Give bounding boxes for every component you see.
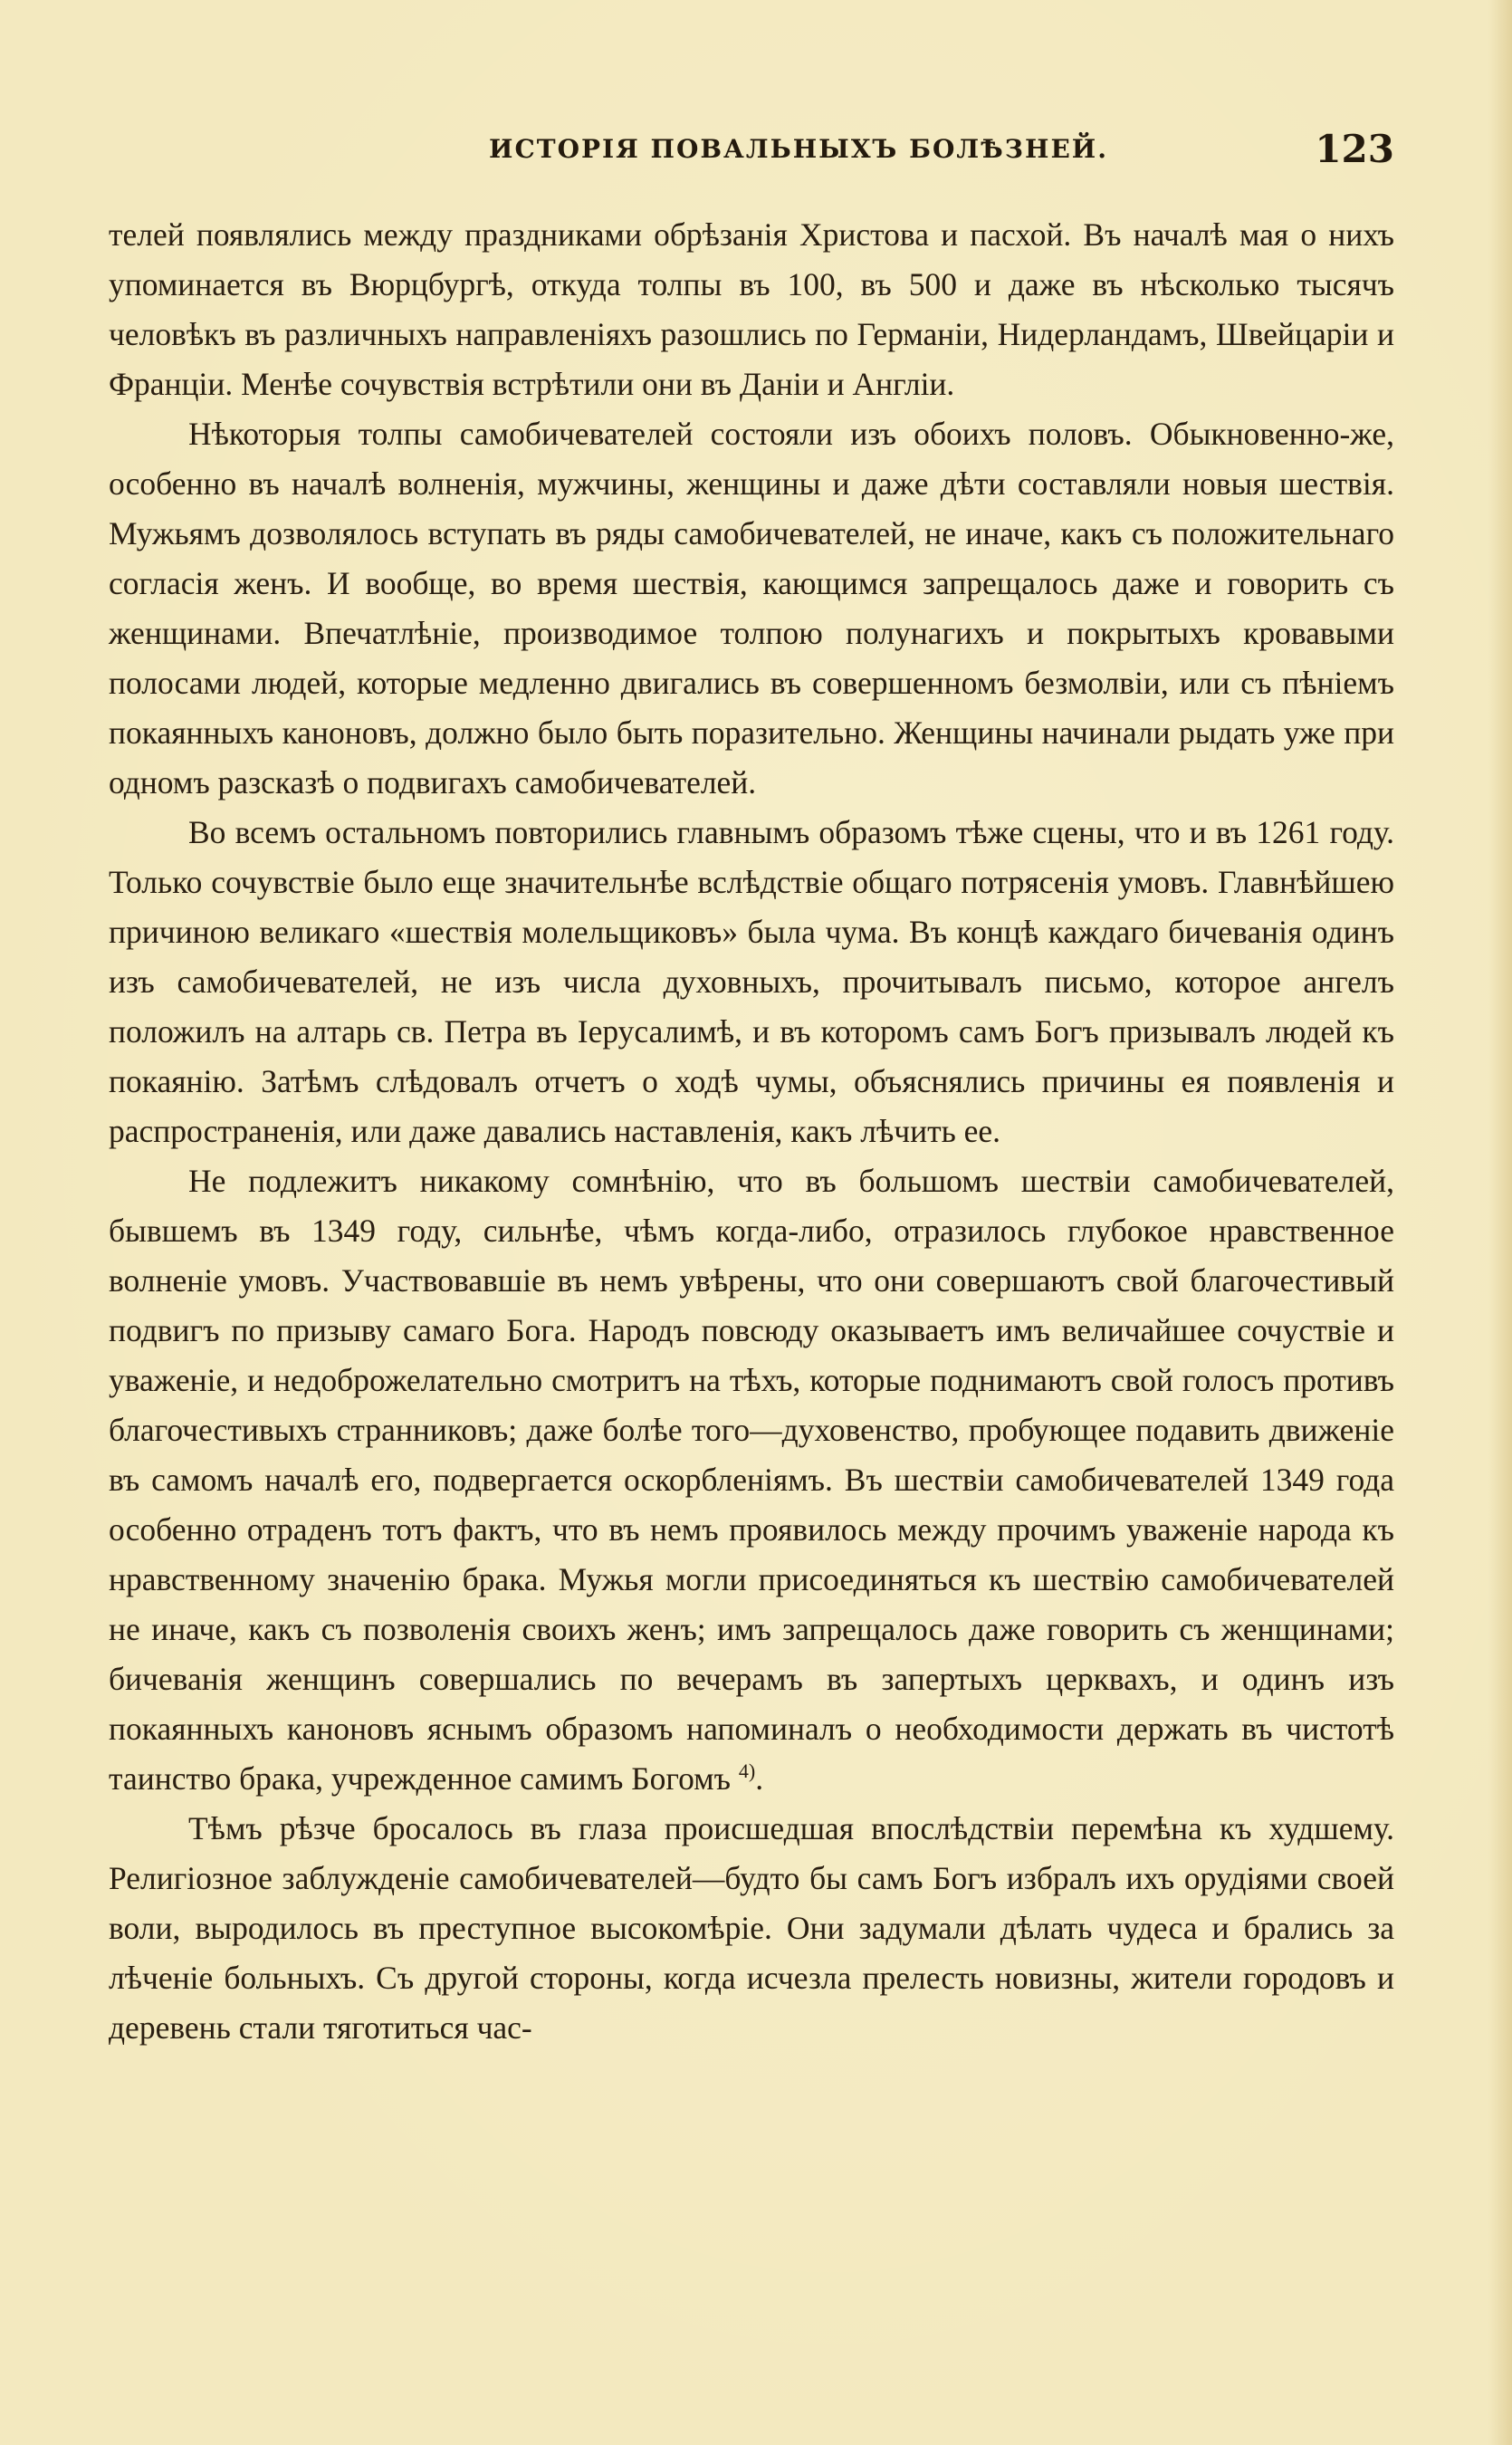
paragraph-with-footnote xyxy=(109,1156,1394,1804)
paragraph: Нѣкоторыя толпы самобичевателей состояли изъ обоихъ половъ. Обыкновенно-же, особенно въ началѣ волненія, мужчины, женщины и даже дѣти составляли новыя шествія. Мужьямъ дозволялось вступать въ ряды самобичевателей, не иначе, какъ съ положительнаго согласія женъ. И вообще, во время шествія, кающимся запрещалось даже и говорить съ женщинами. Впечатлѣніе, производимое толпою полунагихъ и покрытыхъ кровавыми полосами людей, которые медленно двигались въ совершенномъ безмолвіи, или съ пѣніемъ покаянныхъ каноновъ, должно было быть поразительно. Женщины начинали рыдать уже при одномъ разсказѣ о подвигахъ самобичевателей. xyxy=(109,416,1394,801)
paragraph-continued: телей появлялись между праздниками обрѣзанія Христова и пасхой. Въ началѣ мая о нихъ упоминается въ Вюрцбургѣ, откуда толпы въ 100, въ 500 и даже въ нѣсколько тысячъ человѣкъ въ различныхъ направленіяхъ разошлись по Германіи, Нидерландамъ, Швейцаріи и Франціи. Менѣе сочувствія встрѣтили они въ Даніи и Англіи. xyxy=(109,216,1394,402)
paragraph-text: Не подлежитъ никакому сомнѣнію, что въ большомъ шествіи самобичевателей, бывшемъ въ 1349 году, сильнѣе, чѣмъ когда-либо, отразилось глубокое нравственное волненіе умовъ. Участвовавшіе въ немъ увѣрены, что они совершаютъ свой благочестивый подвигъ по призыву самаго Бога. Народъ повсюду оказываетъ имъ величайшее сочуствіе и уваженіе, и недоброжелательно смотритъ на тѣхъ, которые поднимаютъ свой голосъ противъ благочестивыхъ странниковъ; даже болѣе того—духовенство, пробующее подавить движеніе въ самомъ началѣ его, подвергается оскорбленіямъ. Въ шествіи самобичевателей 1349 года особенно отраденъ тотъ фактъ, что въ немъ проявилось между прочимъ уваженіе народа къ нравственному значенію брака. Мужья могли присоединяться къ шествію самобичевателей не иначе, какъ съ позволенія своихъ женъ; имъ запрещалось даже говорить съ женщинами; бичеванія женщинъ совершались по вечерамъ въ запертыхъ церквахъ, и одинъ изъ покаянныхъ каноновъ яснымъ образомъ напоминалъ о необходимости держать въ чистотѣ таинство брака, учрежденное самимъ Богомъ xyxy=(109,1163,1394,1797)
footnote-marker: 4) xyxy=(738,1759,756,1783)
paragraph: Тѣмъ рѣзче бросалось въ глаза происшедшая впослѣдствіи перемѣна къ худшему. Религіозное заблужденіе самобичевателей—будто бы самъ Богъ избралъ ихъ орудіями своей воли, выродилось въ преступное высокомѣріе. Они задумали дѣлать чудеса и брались за лѣченіе больныхъ. Съ другой стороны, когда исчезла прелесть новизны, жители городовъ и деревень стали тяготиться час- xyxy=(109,1810,1394,2046)
paragraph: Во всемъ остальномъ повторились главнымъ образомъ тѣже сцены, что и въ 1261 году. Только сочувствіе было еще значительнѣе вслѣдствіе общаго потрясенія умовъ. Главнѣйшею причиною великаго «шествія молельщиковъ» была чума. Въ концѣ каждаго бичеванія одинъ изъ самобичевателей, не изъ числа духовныхъ, прочитывалъ письмо, которое ангелъ положилъ на алтарь св. Петра въ Іерусалимѣ, и въ которомъ самъ Богъ призывалъ людей къ покаянію. Затѣмъ слѣдовалъ отчетъ о ходѣ чумы, объяснялись причины ея появленія и распространенія, или даже давались наставленія, какъ лѣчить ее. xyxy=(109,814,1394,1149)
running-head xyxy=(109,127,1394,181)
body-text xyxy=(109,210,1394,2053)
footnote-suffix: . xyxy=(755,1760,764,1797)
running-title: ИСТОРІЯ ПОВАЛЬНЫХЪ БОЛѢЗНЕЙ. xyxy=(489,134,1109,164)
page-number: 123 xyxy=(1315,127,1394,171)
